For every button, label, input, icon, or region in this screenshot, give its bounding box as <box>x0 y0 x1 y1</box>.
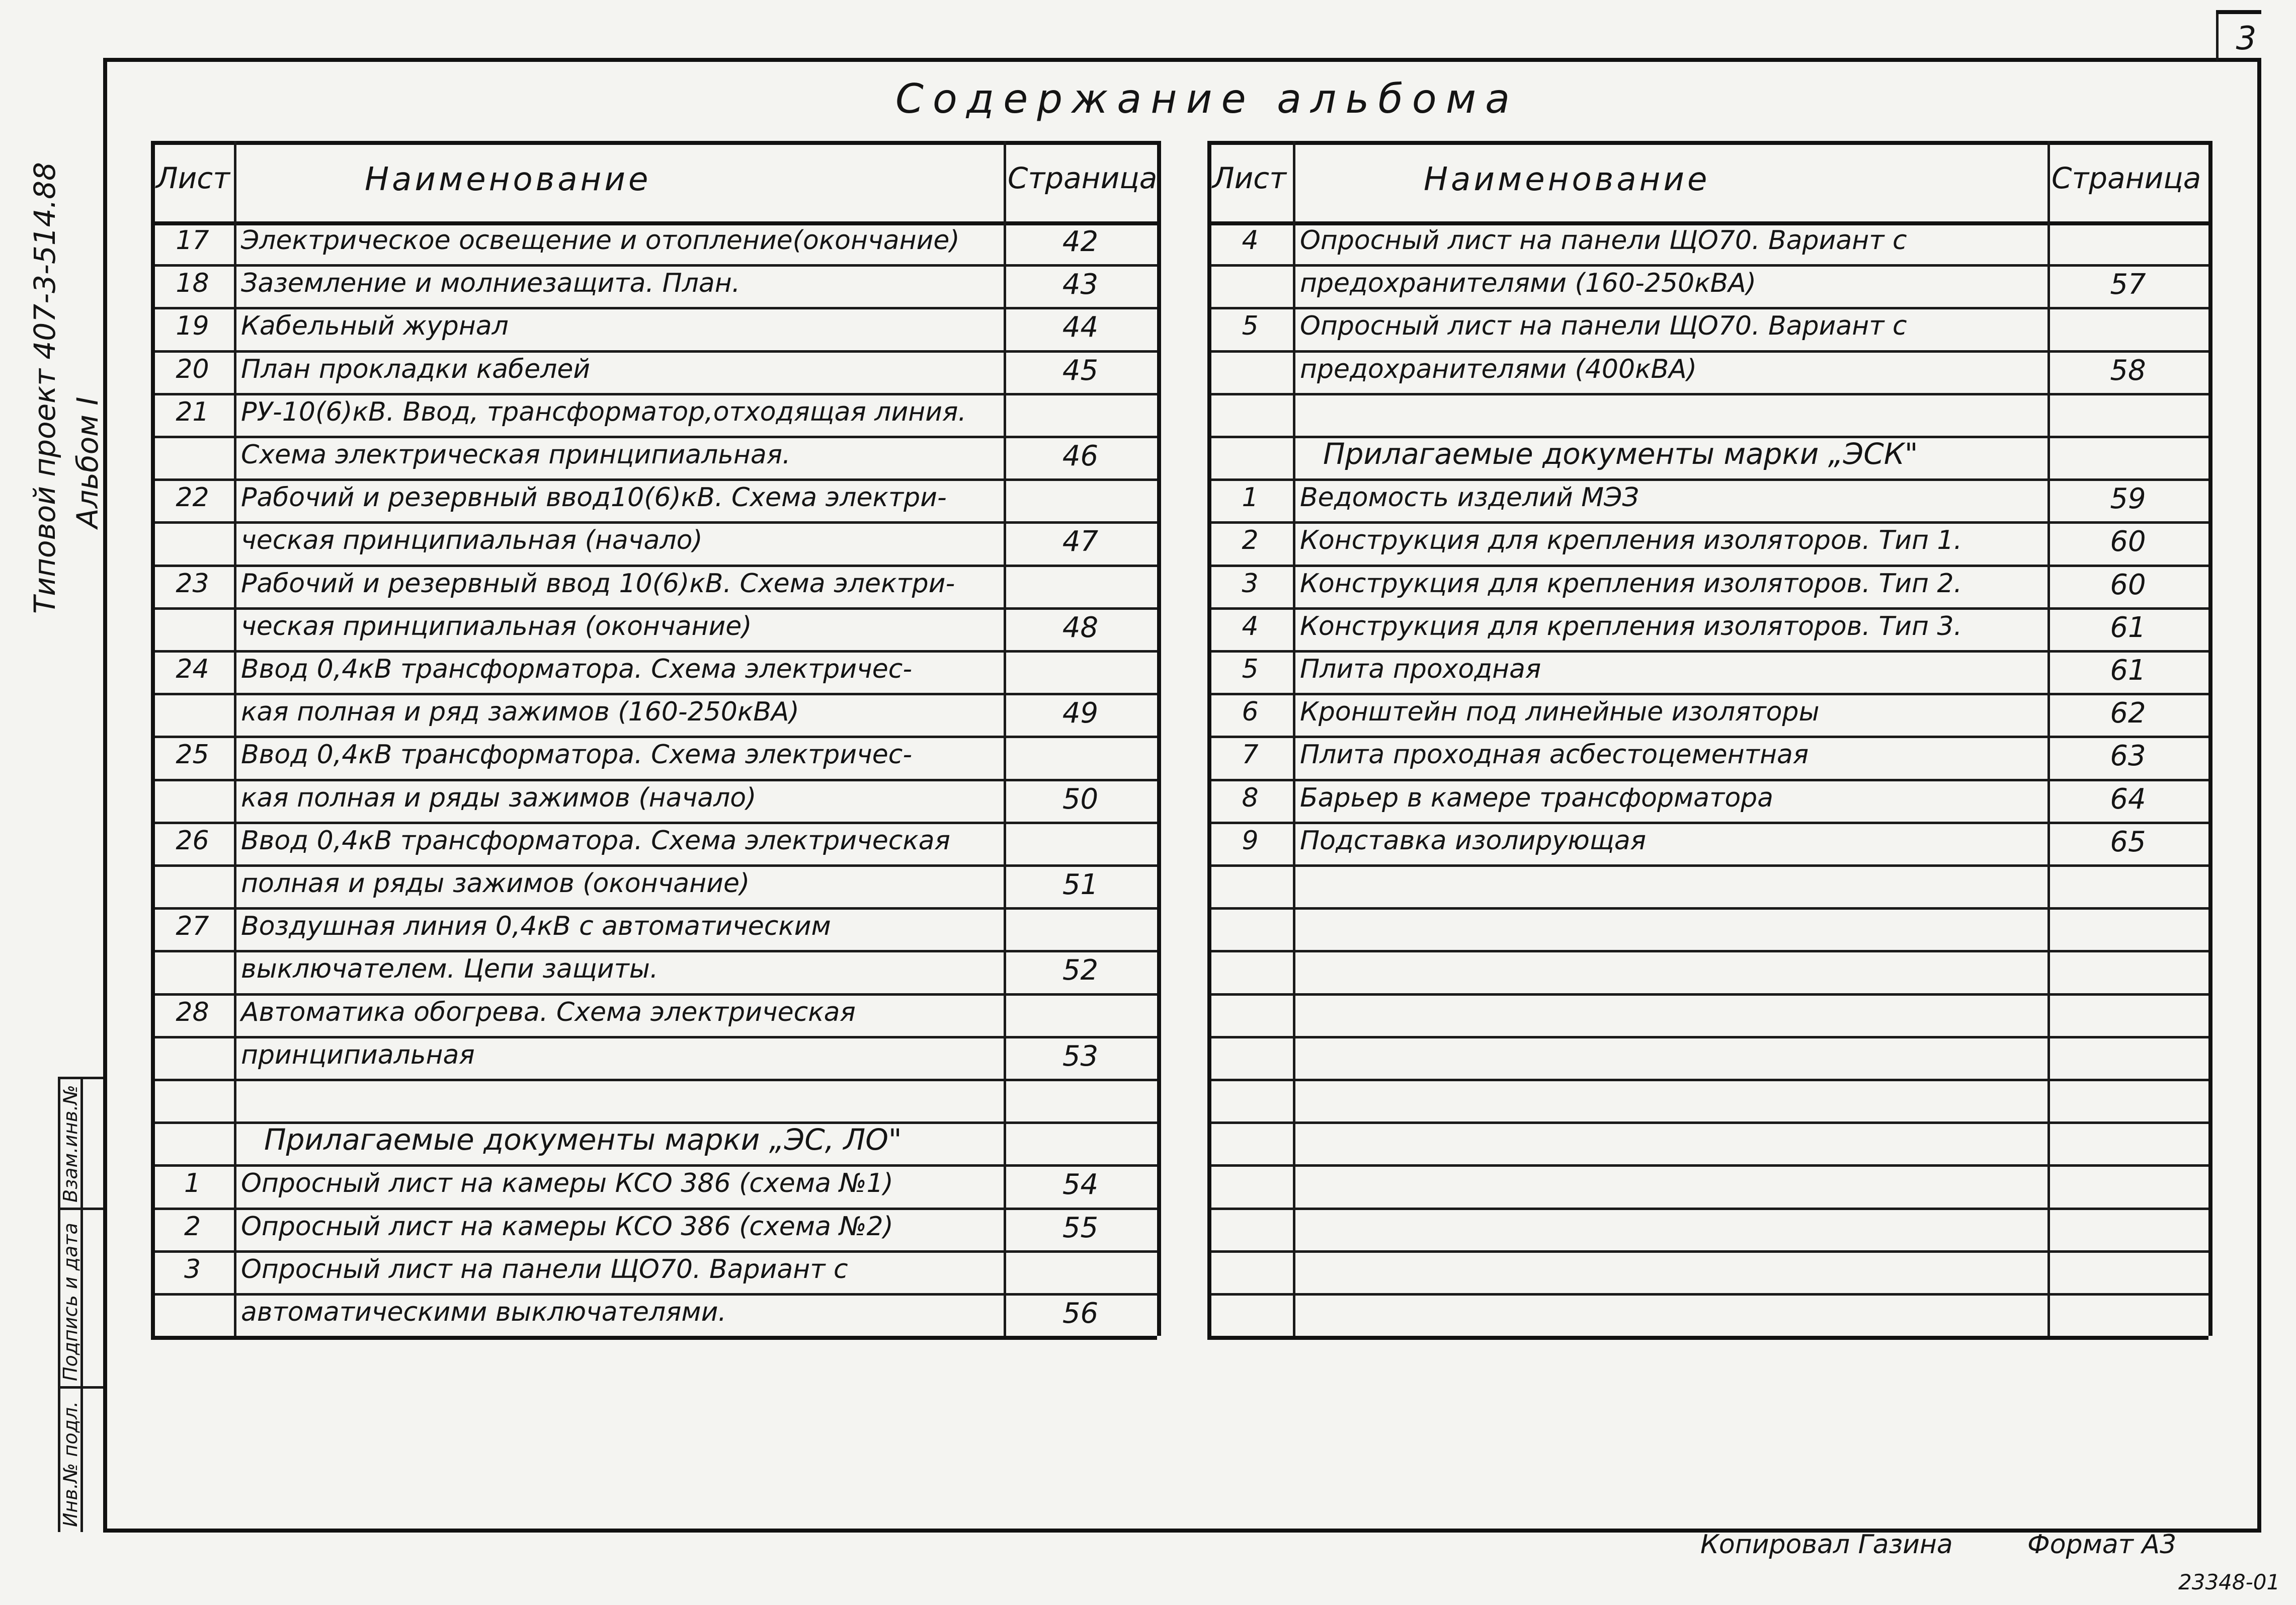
row-page-number: 48 <box>1062 611 1099 644</box>
row-page-number: 44 <box>1062 311 1099 344</box>
left_table-header-line <box>151 221 1157 225</box>
row-sheet-number: 5 <box>1242 654 1259 684</box>
frame-right-border <box>2257 58 2261 1532</box>
row-name: Кабельный журнал <box>241 311 509 342</box>
row-name: ческая принципиальная (начало) <box>241 525 703 556</box>
header-name: Наименование <box>1424 161 1710 198</box>
left_table-top-line <box>151 141 1157 145</box>
row-name: Плита проходная <box>1300 654 1541 684</box>
left_table-row-line <box>151 1079 1157 1081</box>
left_table-col-line-num <box>234 141 236 1336</box>
left_table-col-line-right <box>1157 141 1161 1336</box>
row-page-number: 45 <box>1062 354 1099 387</box>
stamp-inv-label: Инв.№ подл. <box>59 1401 81 1527</box>
header-sheet: Лист <box>1212 161 1286 195</box>
row-name: Ввод 0,4кВ трансформатора. Схема электричес- <box>241 740 913 770</box>
row-sheet-number: 27 <box>176 911 209 942</box>
left_table-row-line <box>151 650 1157 653</box>
row-sheet-number: 26 <box>176 825 209 856</box>
right_table-col-line-name <box>2047 141 2050 1336</box>
right_table-row-line <box>1207 521 2208 524</box>
row-name: Барьер в камере трансформатора <box>1300 782 1774 813</box>
left_table-row-line <box>151 436 1157 438</box>
row-sheet-number: 23 <box>176 568 209 599</box>
sheet-number-box-top <box>2216 10 2261 14</box>
right_table-row-line <box>1207 1336 2208 1340</box>
document-code: 23348-01 <box>2178 1570 2280 1594</box>
frame-top-border <box>103 58 2261 62</box>
row-name: Рабочий и резервный ввод10(6)кВ. Схема электри- <box>241 483 947 513</box>
right_table-row-line <box>1207 1121 2208 1124</box>
header-page: Страница <box>1008 161 1158 195</box>
left_table-row-line <box>151 693 1157 695</box>
right_table-row-line <box>1207 993 2208 996</box>
row-name: Опросный лист на панели ЩО70. Вариант с <box>1300 225 1907 256</box>
row-name: Кронштейн под линейные изоляторы <box>1300 697 1820 728</box>
right_table-header-line <box>1207 221 2208 225</box>
row-name: предохранителями (400кВА) <box>1300 354 1697 384</box>
row-name: План прокладки кабелей <box>241 354 591 384</box>
project-side-label: Типовой проект 407-3-514.88 <box>28 162 62 614</box>
row-page-number: 55 <box>1062 1211 1099 1244</box>
right_table-row-line <box>1207 907 2208 910</box>
row-name: автоматическими выключателями. <box>241 1297 726 1327</box>
stamp-signature-label: Подпись и дата <box>59 1223 81 1381</box>
stamp-strip-top <box>58 1077 103 1079</box>
row-sheet-number: 22 <box>176 483 209 513</box>
left_table-row-line <box>151 993 1157 996</box>
row-name: Заземление и молниезащита. План. <box>241 268 741 299</box>
row-page-number: 52 <box>1062 954 1099 987</box>
row-name: принципиальная <box>241 1039 475 1070</box>
row-name: Конструкция для крепления изоляторов. Тип 2. <box>1300 568 1962 599</box>
row-name: Подставка изолирующая <box>1300 825 1647 856</box>
row-page-number: 54 <box>1062 1168 1099 1201</box>
stamp-replace-label: Взам.инв.№ <box>59 1085 81 1202</box>
section-heading: Прилагаемые документы марки „ЭС, ЛО" <box>264 1122 902 1157</box>
row-name: Опросный лист на панели ЩО70. Вариант с <box>1300 311 1907 342</box>
row-page-number: 53 <box>1062 1039 1099 1073</box>
row-page-number: 63 <box>2110 740 2146 773</box>
right_table-row-line <box>1207 1293 2208 1296</box>
row-sheet-number: 21 <box>176 396 209 427</box>
right_table-row-line <box>1207 565 2208 567</box>
page-title: Содержание альбома <box>895 75 1519 122</box>
row-sheet-number: 25 <box>176 740 209 770</box>
right_table-row-line <box>1207 779 2208 781</box>
row-name: Воздушная линия 0,4кВ с автоматическим <box>241 911 831 942</box>
row-name: Конструкция для крепления изоляторов. Тип 3. <box>1300 611 1962 641</box>
row-page-number: 60 <box>2110 525 2146 558</box>
left_table-row-line <box>151 393 1157 395</box>
left_table-row-line <box>151 1336 1157 1340</box>
row-name: Электрическое освещение и отопление(окончание) <box>241 225 960 256</box>
row-page-number: 43 <box>1062 268 1099 301</box>
left_table-row-line <box>151 1036 1157 1038</box>
right_table-row-line <box>1207 1164 2208 1167</box>
row-page-number: 57 <box>2110 268 2146 301</box>
row-name: кая полная и ряд зажимов (160-250кВА) <box>241 697 799 728</box>
right_table-row-line <box>1207 736 2208 738</box>
row-sheet-number: 18 <box>176 268 209 299</box>
section-heading: Прилагаемые документы марки „ЭСК" <box>1323 437 1918 471</box>
right_table-row-line <box>1207 1208 2208 1210</box>
left_table-row-line <box>151 864 1157 867</box>
row-page-number: 49 <box>1062 697 1099 730</box>
right_table-row-line <box>1207 650 2208 653</box>
row-sheet-number: 19 <box>176 311 209 342</box>
row-page-number: 46 <box>1062 440 1099 472</box>
row-sheet-number: 3 <box>184 1254 201 1285</box>
left_table-row-line <box>151 736 1157 738</box>
frame-left-border <box>103 58 107 1532</box>
right_table-row-line <box>1207 1250 2208 1253</box>
right_table-row-line <box>1207 607 2208 610</box>
row-sheet-number: 7 <box>1242 740 1259 770</box>
left_table-row-line <box>151 478 1157 481</box>
sheet-number: 3 <box>2236 20 2257 57</box>
left_table-row-line <box>151 565 1157 567</box>
left_table-row-line <box>151 350 1157 353</box>
right_table-row-line <box>1207 350 2208 353</box>
left_table-row-line <box>151 521 1157 524</box>
header-name: Наименование <box>365 161 651 198</box>
row-sheet-number: 6 <box>1242 697 1259 728</box>
row-page-number: 61 <box>2110 611 2146 644</box>
stamp-divider-1 <box>58 1208 103 1210</box>
left_table-row-line <box>151 779 1157 781</box>
row-page-number: 51 <box>1062 868 1099 901</box>
right_table-row-line <box>1207 950 2208 952</box>
left_table-row-line <box>151 822 1157 824</box>
left_table-row-line <box>151 907 1157 910</box>
right_table-row-line <box>1207 1036 2208 1038</box>
row-page-number: 50 <box>1062 782 1099 816</box>
row-page-number: 61 <box>2110 654 2146 687</box>
row-name: выключателем. Цепи защиты. <box>241 954 659 985</box>
left_table-row-line <box>151 264 1157 267</box>
row-page-number: 58 <box>2110 354 2146 387</box>
row-name: Плита проходная асбестоцементная <box>1300 740 1809 770</box>
row-sheet-number: 4 <box>1242 225 1259 256</box>
row-sheet-number: 3 <box>1242 568 1259 599</box>
right_table-row-line <box>1207 822 2208 824</box>
row-sheet-number: 24 <box>176 654 209 684</box>
row-name: Ввод 0,4кВ трансформатора. Схема электричес- <box>241 654 913 684</box>
row-name: Опросный лист на камеры КСО 386 (схема №1) <box>241 1168 893 1199</box>
row-name: предохранителями (160-250кВА) <box>1300 268 1757 299</box>
right_table-row-line <box>1207 307 2208 309</box>
row-page-number: 64 <box>2110 782 2146 816</box>
right_table-row-line <box>1207 393 2208 395</box>
left_table-row-line <box>151 1164 1157 1167</box>
row-name: Опросный лист на камеры КСО 386 (схема №2) <box>241 1211 893 1242</box>
left_table-row-line <box>151 607 1157 610</box>
row-name: Рабочий и резервный ввод 10(6)кВ. Схема электри- <box>241 568 955 599</box>
right_table-col-line-num <box>1293 141 1295 1336</box>
header-page: Страница <box>2052 161 2201 195</box>
row-name: полная и ряды зажимов (окончание) <box>241 868 750 899</box>
row-page-number: 56 <box>1062 1297 1099 1330</box>
left_table-row-line <box>151 1250 1157 1253</box>
row-name: Схема электрическая принципиальная. <box>241 440 791 470</box>
row-name: Конструкция для крепления изоляторов. Тип 1. <box>1300 525 1962 556</box>
row-sheet-number: 20 <box>176 354 209 384</box>
stamp-divider-2 <box>58 1386 103 1389</box>
row-sheet-number: 28 <box>176 997 209 1027</box>
row-name: Ведомость изделий МЭЗ <box>1300 483 1639 513</box>
row-sheet-number: 1 <box>184 1168 201 1199</box>
row-sheet-number: 2 <box>184 1211 201 1242</box>
copied-by-label: Копировал Газина <box>1700 1530 1953 1560</box>
row-sheet-number: 1 <box>1242 483 1259 513</box>
row-sheet-number: 8 <box>1242 782 1259 813</box>
row-name: ческая принципиальная (окончание) <box>241 611 752 641</box>
header-sheet: Лист <box>156 161 230 195</box>
left_table-row-line <box>151 1208 1157 1210</box>
row-sheet-number: 2 <box>1242 525 1259 556</box>
row-sheet-number: 5 <box>1242 311 1259 342</box>
left_table-row-line <box>151 1293 1157 1296</box>
row-page-number: 62 <box>2110 697 2146 730</box>
row-name: РУ-10(6)кВ. Ввод, трансформатор,отходящая линия. <box>241 396 966 427</box>
right_table-top-line <box>1207 141 2208 145</box>
row-page-number: 65 <box>2110 825 2146 858</box>
row-sheet-number: 17 <box>176 225 209 256</box>
row-page-number: 59 <box>2110 483 2146 516</box>
row-page-number: 47 <box>1062 525 1099 558</box>
row-sheet-number: 4 <box>1242 611 1259 641</box>
right_table-row-line <box>1207 693 2208 695</box>
left_table-row-line <box>151 307 1157 309</box>
row-name: Опросный лист на панели ЩО70. Вариант с <box>241 1254 848 1285</box>
row-page-number: 60 <box>2110 568 2146 601</box>
format-label: Формат А3 <box>2027 1530 2177 1560</box>
row-name: кая полная и ряды зажимов (начало) <box>241 782 757 813</box>
right_table-row-line <box>1207 1079 2208 1081</box>
left_table-row-line <box>151 950 1157 952</box>
album-side-label: Альбом I <box>70 396 105 528</box>
row-page-number: 42 <box>1062 225 1099 258</box>
row-sheet-number: 9 <box>1242 825 1259 856</box>
right_table-row-line <box>1207 264 2208 267</box>
right_table-row-line <box>1207 864 2208 867</box>
row-name: Ввод 0,4кВ трансформатора. Схема электрическая <box>241 825 950 856</box>
row-name: Автоматика обогрева. Схема электрическая <box>241 997 856 1027</box>
right_table-col-line-right <box>2208 141 2212 1336</box>
right_table-row-line <box>1207 478 2208 481</box>
